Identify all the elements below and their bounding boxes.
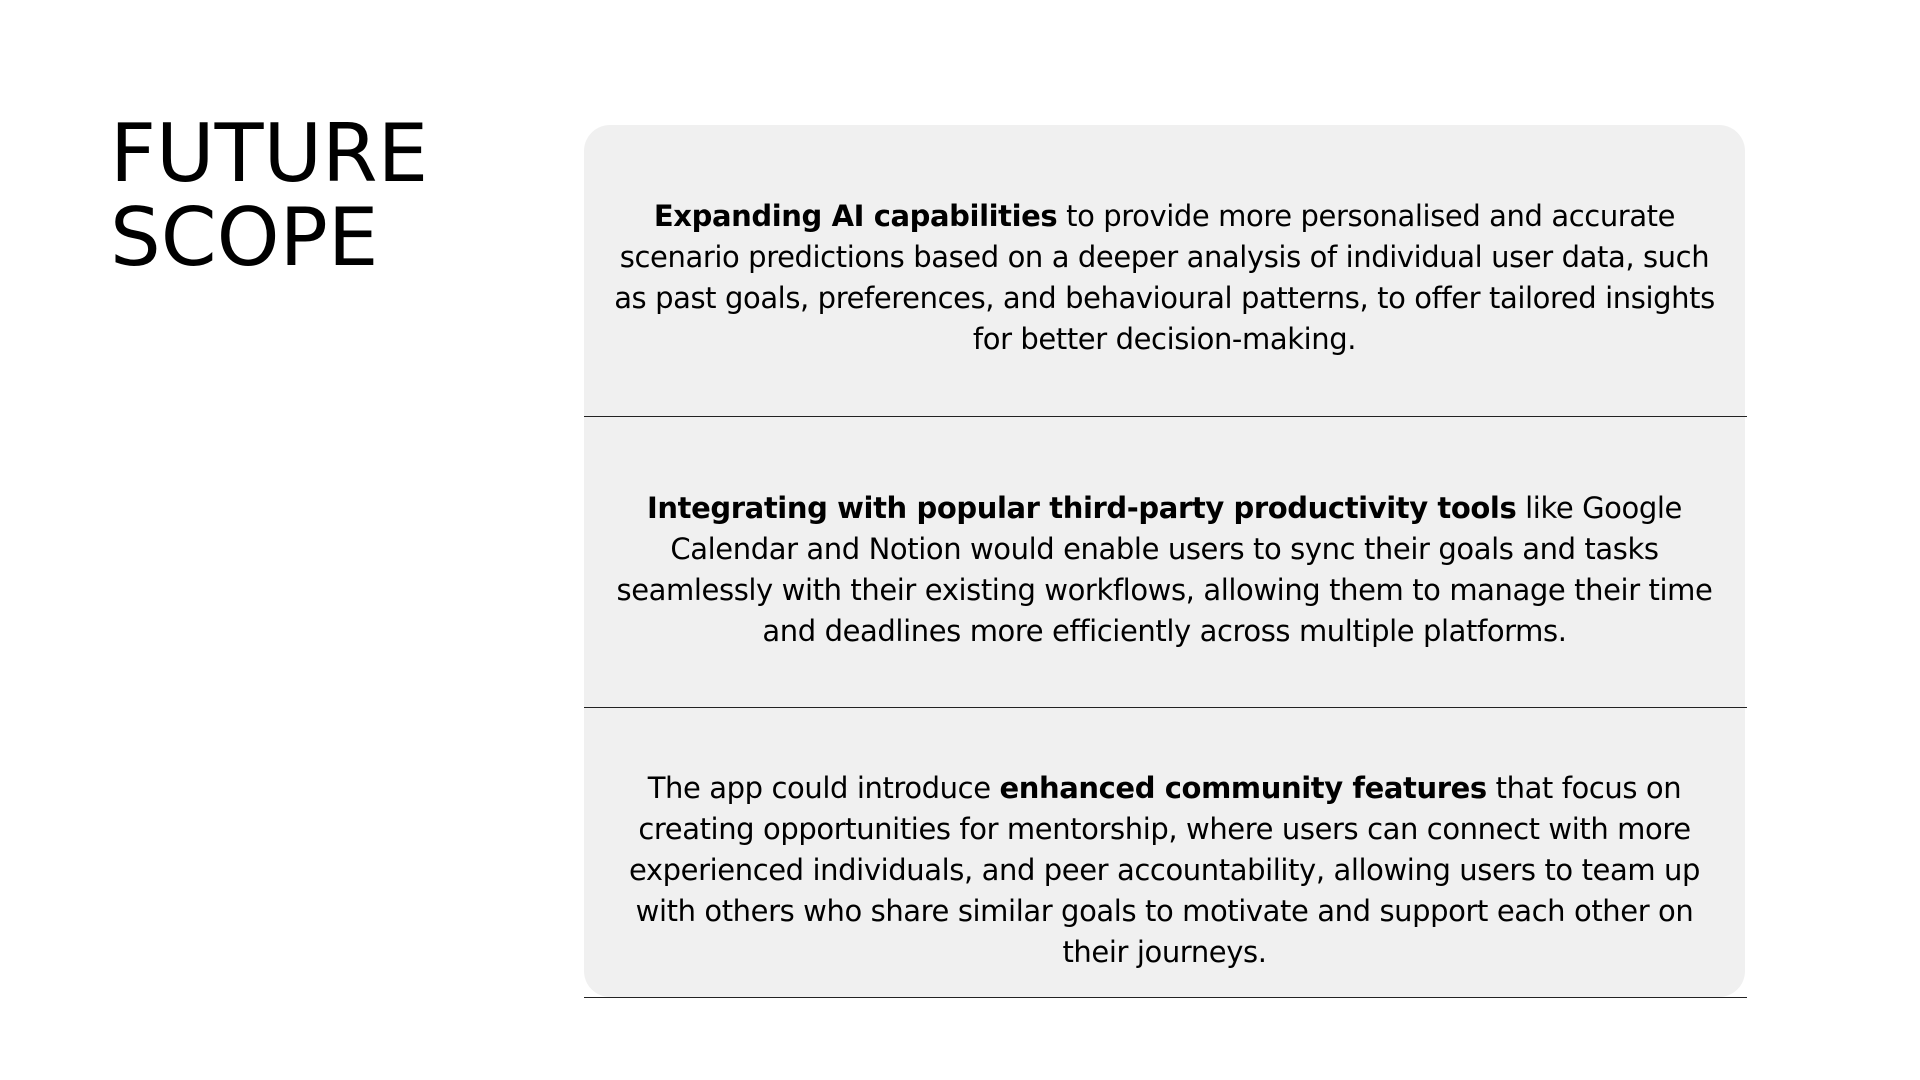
- future-scope-card: [584, 125, 1745, 997]
- divider: [584, 707, 1747, 708]
- scope-item-community-features: [584, 743, 1745, 997]
- divider: [584, 416, 1747, 417]
- scope-item-highlight: Integrating with popular third-party productivity tools: [647, 491, 1517, 525]
- scope-item-text-post: that focus on creating opportunities for mentorship, where users can connect with more experienced individuals, and peer accountability, allowing users to team up with others who share similar goals to motivate and support each other on their journeys.: [628, 771, 1701, 969]
- slide-title: [110, 107, 429, 284]
- scope-item-text: [605, 196, 1725, 360]
- divider: [584, 997, 1747, 998]
- scope-item-text: [605, 488, 1725, 652]
- scope-item-text-post: to provide more personalised and accurate scenario predictions based on a deeper analysis of individual user data, such as past goals, preferences, and behavioural patterns, to offer tailored insights for better decision-making.: [614, 199, 1715, 356]
- scope-item-third-party-tools: [584, 445, 1745, 695]
- slide-title-line-1: FUTURE: [110, 107, 429, 200]
- scope-item-text-pre: The app could introduce: [647, 771, 1000, 805]
- scope-item-text: [605, 768, 1725, 973]
- scope-item-text-post: like Google Calendar and Notion would enable users to sync their goals and tasks seamlessly with their existing workflows, allowing them to manage their time and deadlines more efficiently across multiple platforms.: [616, 491, 1713, 648]
- scope-item-ai-capabilities: [584, 153, 1745, 403]
- slide-title-line-2: SCOPE: [110, 191, 379, 284]
- scope-item-highlight: enhanced community features: [999, 771, 1487, 805]
- scope-item-highlight: Expanding AI capabilities: [653, 199, 1058, 233]
